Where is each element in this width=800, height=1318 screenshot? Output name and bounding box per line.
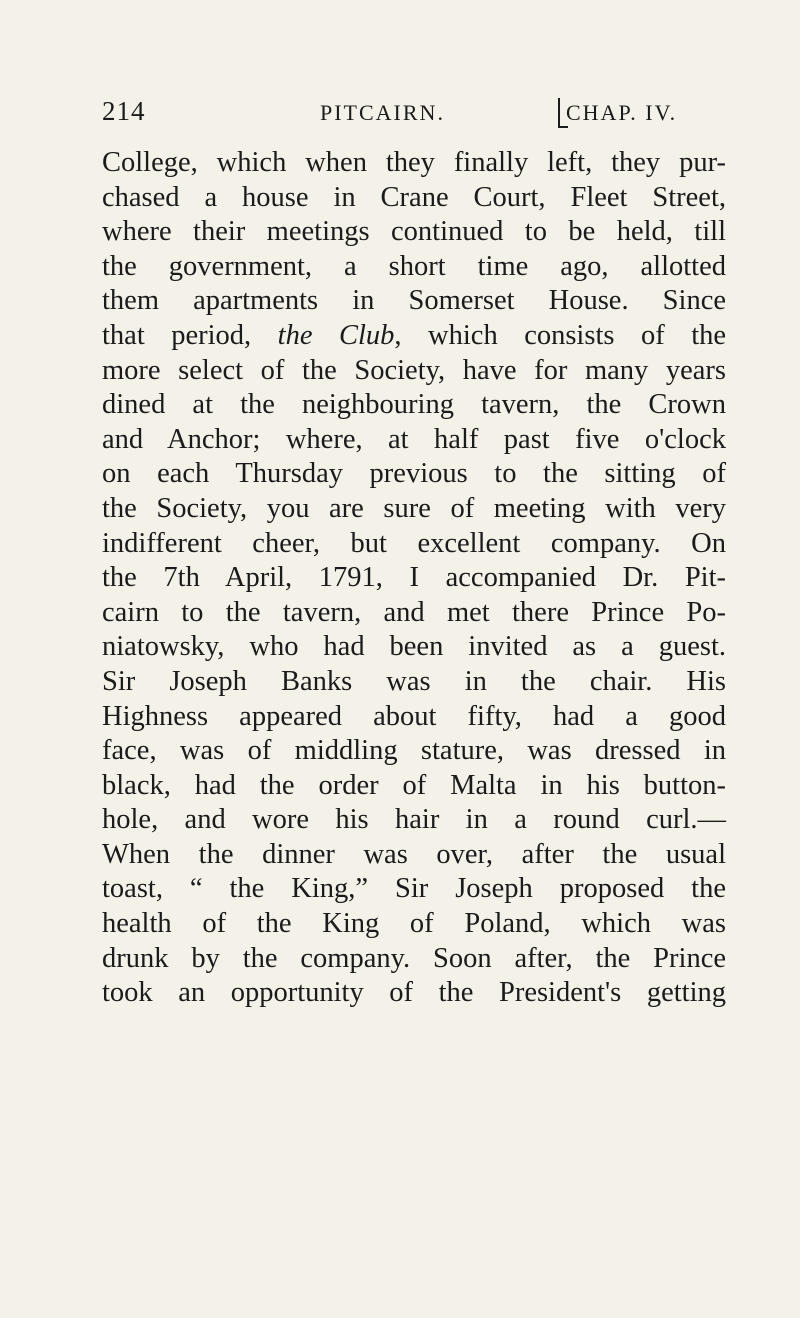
page-number: 214 xyxy=(102,96,146,126)
text-line: that period, the Club, which consists of the xyxy=(102,319,727,351)
text-line: black, had the order of Malta in his button- xyxy=(102,769,726,801)
text-line: dined at the neighbouring tavern, the Crown xyxy=(102,389,726,421)
text-line: College, which when they finally left, they pur- xyxy=(102,147,726,178)
text-line: drunk by the company. Soon after, the Prince xyxy=(102,942,726,974)
text-line: on each Thursday previous to the sitting of xyxy=(102,458,726,490)
running-head xyxy=(102,96,726,136)
text-line: health of the King of Poland, which was xyxy=(102,908,726,940)
chapter-label xyxy=(556,100,677,126)
text-line: cairn to the tavern, and met there Prince Po- xyxy=(102,596,726,628)
text-line: face, was of middling stature, was dressed in xyxy=(102,735,726,767)
text-line: took an opportunity of the President's getting xyxy=(102,977,726,1009)
running-title: PITCAIRN. xyxy=(320,100,445,125)
body-text xyxy=(102,146,726,1011)
text-line: Highness appeared about fifty, had a good xyxy=(102,700,726,732)
text-line: indifferent cheer, but excellent company. On xyxy=(102,527,726,559)
text-line: When the dinner was over, after the usual xyxy=(102,838,726,870)
text-line: hole, and wore his hair in a round curl.— xyxy=(102,804,726,836)
text-line: Sir Joseph Banks was in the chair. His xyxy=(102,665,726,697)
text-line: niatowsky, who had been invited as a guest. xyxy=(102,631,726,663)
text-line: where their meetings continued to be held, till xyxy=(102,216,726,248)
italic-phrase: the Club xyxy=(277,319,395,351)
text-line: the government, a short time ago, allotted xyxy=(102,250,726,282)
text-line: chased a house in Crane Court, Fleet Street, xyxy=(102,181,726,213)
text-line: the 7th April, 1791, I accompanied Dr. Pit- xyxy=(102,562,726,594)
text-line: and Anchor; where, at half past five o'clock xyxy=(102,423,726,455)
text-line: them apartments in Somerset House. Since xyxy=(102,285,726,317)
chapter-label-text: CHAP. IV. xyxy=(566,100,678,125)
text-line: the Society, you are sure of meeting with very xyxy=(102,492,726,524)
text-line: more select of the Society, have for many years xyxy=(102,354,726,386)
text-line: toast, “ the King,” Sir Joseph proposed the xyxy=(102,873,726,905)
